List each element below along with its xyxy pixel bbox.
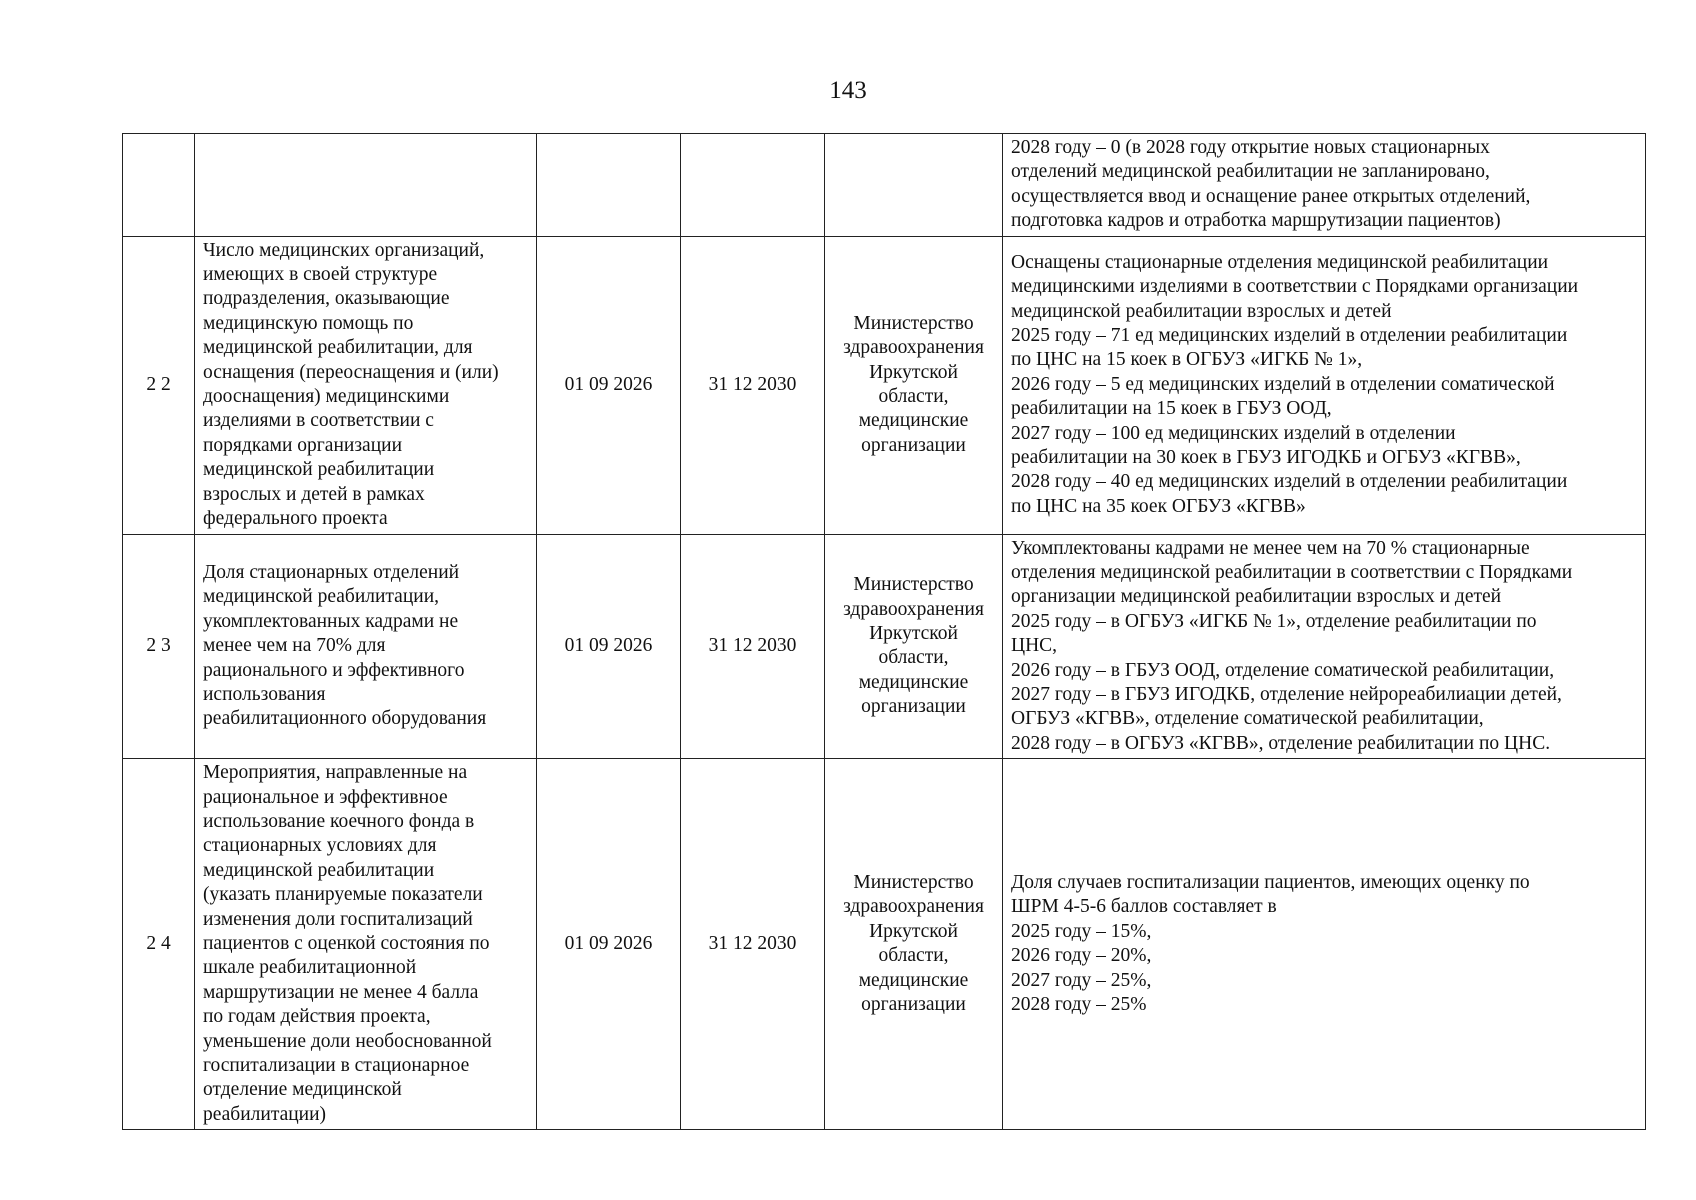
- activity-name-line: маршрутизации не менее 4 балла: [203, 981, 479, 1003]
- activity-name-line: укомплектованных кадрами не: [203, 610, 459, 632]
- activity-name-line: рационального и эффективного: [203, 659, 465, 681]
- activity-name-line: медицинской реабилитации, для: [203, 337, 473, 359]
- activity-name: [195, 134, 537, 237]
- responsible-line: области,: [878, 945, 949, 967]
- responsible-line: организации: [861, 696, 966, 718]
- result: [1003, 534, 1646, 759]
- result-line: 2025 году – 15%,: [1011, 920, 1152, 942]
- result-line: по ЦНС на 15 коек в ОГБУЗ «ИГКБ № 1»,: [1011, 349, 1363, 371]
- activity-name-line: менее чем на 70% для: [203, 635, 386, 657]
- result-line: подготовка кадров и отработка маршрутизации пациентов): [1011, 210, 1501, 232]
- activity-name-line: подразделения, оказывающие: [203, 288, 450, 310]
- result-line: отделений медицинской реабилитации не запланировано,: [1011, 161, 1490, 183]
- result-line: медицинскими изделиями в соответствии с Порядками организации: [1011, 276, 1579, 298]
- responsible-line: медицинские: [858, 969, 969, 991]
- activity-name-line: медицинской реабилитации: [203, 859, 435, 881]
- activity-name-line: оснащения (переоснащения и (или): [203, 361, 499, 383]
- start-date: [537, 134, 681, 237]
- activity-name: [195, 759, 537, 1130]
- responsible-line: Министерство: [853, 312, 974, 334]
- end-date: 31 12 2030: [681, 236, 825, 534]
- responsible: [825, 759, 1003, 1130]
- activity-name-line: (указать планируемые показатели: [203, 884, 483, 906]
- result-line: 2026 году – 5 ед медицинских изделий в отделении соматической: [1011, 373, 1555, 395]
- responsible-line: здравоохранения: [843, 598, 984, 620]
- responsible-line: Иркутской: [869, 361, 958, 383]
- result-line: 2027 году – 25%,: [1011, 969, 1152, 991]
- table-row: [123, 134, 1646, 237]
- result-line: медицинской реабилитации взрослых и детей: [1011, 300, 1392, 322]
- activity-name-line: федерального проекта: [203, 508, 388, 530]
- result-line: по ЦНС на 35 коек ОГБУЗ «КГВВ»: [1011, 495, 1306, 517]
- responsible-line: Министерство: [853, 574, 974, 596]
- activity-name-line: шкале реабилитационной: [203, 957, 417, 979]
- activity-name-line: порядками организации: [203, 434, 402, 456]
- row-number: 2 4: [123, 759, 195, 1130]
- result-line: Укомплектованы кадрами не менее чем на 70 % стационарные: [1011, 537, 1530, 559]
- table-row: [123, 236, 1646, 534]
- page-number: 143: [829, 77, 867, 104]
- activity-name: [195, 534, 537, 759]
- activity-name-line: медицинской реабилитации,: [203, 586, 440, 608]
- activity-name-line: медицинскую помощь по: [203, 312, 414, 334]
- activity-name: [195, 236, 537, 534]
- result-line: 2028 году – 25%: [1011, 994, 1147, 1016]
- activity-name-line: госпитализации в стационарное: [203, 1055, 470, 1077]
- activity-name-line: Доля стационарных отделений: [203, 561, 460, 583]
- responsible-line: медицинские: [858, 410, 969, 432]
- result-line: Доля случаев госпитализации пациентов, имеющих оценку по: [1011, 871, 1530, 893]
- responsible: [825, 534, 1003, 759]
- row-number: 2 3: [123, 534, 195, 759]
- result-line: отделения медицинской реабилитации в соответствии с Порядками: [1011, 561, 1573, 583]
- activity-name-line: медицинской реабилитации: [203, 459, 435, 481]
- result-line: 2025 году – в ОГБУЗ «ИГКБ № 1», отделение реабилитации по: [1011, 610, 1537, 632]
- activity-name-line: Число медицинских организаций,: [203, 239, 485, 261]
- plan-table-body: [123, 134, 1646, 1130]
- activity-name-line: рациональное и эффективное: [203, 786, 448, 808]
- table-row: [123, 759, 1646, 1130]
- activity-name-line: дооснащения) медицинскими: [203, 386, 450, 408]
- start-date: 01 09 2026: [537, 534, 681, 759]
- activity-name-line: имеющих в своей структуре: [203, 264, 438, 286]
- responsible: [825, 134, 1003, 237]
- activity-name-line: реабилитации): [203, 1103, 327, 1125]
- activity-name-line: стационарных условиях для: [203, 835, 437, 857]
- start-date: 01 09 2026: [537, 236, 681, 534]
- activity-name-line: использование коечного фонда в: [203, 810, 475, 832]
- activity-name-line: взрослых и детей в рамках: [203, 483, 425, 505]
- responsible-line: Иркутской: [869, 622, 958, 644]
- table-row: [123, 534, 1646, 759]
- responsible-line: организации: [861, 994, 966, 1016]
- result-line: 2027 году – 100 ед медицинских изделий в отделении: [1011, 422, 1456, 444]
- row-number: 2 2: [123, 236, 195, 534]
- responsible-line: Министерство: [853, 871, 974, 893]
- activity-name-line: Мероприятия, направленные на: [203, 762, 468, 784]
- activity-name-line: изменения доли госпитализаций: [203, 908, 473, 930]
- responsible-line: Иркутской: [869, 920, 958, 942]
- result: [1003, 236, 1646, 534]
- start-date: 01 09 2026: [537, 759, 681, 1130]
- end-date: 31 12 2030: [681, 759, 825, 1130]
- responsible-line: здравоохранения: [843, 337, 984, 359]
- end-date: 31 12 2030: [681, 534, 825, 759]
- activity-name-line: изделиями в соответствии с: [203, 410, 434, 432]
- row-number: [123, 134, 195, 237]
- result-line: 2026 году – 20%,: [1011, 945, 1152, 967]
- activity-name-line: использования: [203, 683, 326, 705]
- result-line: 2028 году – 0 (в 2028 году открытие новых стационарных: [1011, 137, 1490, 158]
- activity-name-line: пациентов с оценкой состояния по: [203, 933, 490, 954]
- responsible-line: области,: [878, 647, 949, 669]
- result-line: Оснащены стационарные отделения медицинской реабилитации: [1011, 251, 1549, 273]
- responsible-line: области,: [878, 386, 949, 408]
- activity-name-line: по годам действия проекта,: [203, 1006, 431, 1028]
- responsible-line: медицинские: [858, 671, 969, 693]
- result-line: 2028 году – в ОГБУЗ «КГВВ», отделение реабилитации по ЦНС.: [1011, 732, 1551, 754]
- end-date: [681, 134, 825, 237]
- result-line: реабилитации на 15 коек в ГБУЗ ООД,: [1011, 398, 1332, 420]
- responsible-line: здравоохранения: [843, 896, 984, 918]
- result-line: 2027 году – в ГБУЗ ИГОДКБ, отделение нейрореабилиации детей,: [1011, 683, 1562, 705]
- result-line: 2026 году – в ГБУЗ ООД, отделение соматической реабилитации,: [1011, 659, 1555, 681]
- result: [1003, 759, 1646, 1130]
- result-line: реабилитации на 30 коек в ГБУЗ ИГОДКБ и ОГБУЗ «КГВВ»,: [1011, 447, 1521, 469]
- result-line: ШРМ 4-5-6 баллов составляет в: [1011, 896, 1277, 918]
- result-line: 2028 году – 40 ед медицинских изделий в отделении реабилитации: [1011, 471, 1568, 493]
- result-line: ЦНС,: [1011, 635, 1058, 657]
- result-line: 2025 году – 71 ед медицинских изделий в отделении реабилитации: [1011, 325, 1568, 347]
- responsible: [825, 236, 1003, 534]
- result: [1003, 134, 1646, 237]
- activity-name-line: реабилитационного оборудования: [203, 708, 487, 730]
- plan-table: [122, 133, 1646, 1130]
- activity-name-line: уменьшение доли необоснованной: [203, 1030, 492, 1052]
- result-line: организации медицинской реабилитации взрослых и детей: [1011, 586, 1502, 608]
- responsible-line: организации: [861, 434, 966, 456]
- result-line: ОГБУЗ «КГВВ», отделение соматической реабилитации,: [1011, 708, 1484, 730]
- result-line: осуществляется ввод и оснащение ранее открытых отделений,: [1011, 185, 1531, 207]
- activity-name-line: отделение медицинской: [203, 1079, 402, 1101]
